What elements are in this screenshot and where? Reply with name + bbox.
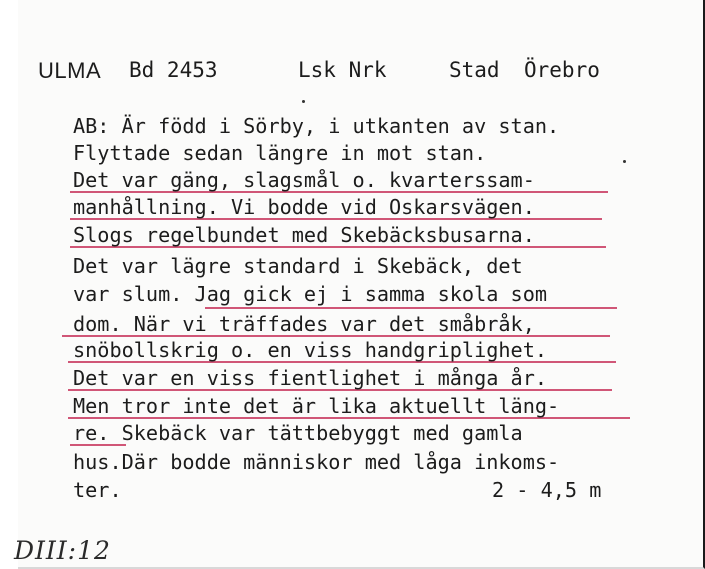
- body-line-5: Slogs regelbundet med Skebäcksbusarna.: [73, 223, 535, 247]
- handwritten-shelf-mark: DIII:12: [14, 536, 111, 565]
- body-line-11: Men tror inte det är lika aktuellt läng-: [73, 394, 560, 418]
- body-line-3: Det var gäng, slagsmål o. kvarterssam-: [73, 168, 535, 192]
- volume-number: Bd 2453: [129, 58, 218, 82]
- ink-speck: [302, 100, 305, 103]
- body-line-13: hus.Där bodde människor med låga inkoms-: [73, 450, 560, 474]
- body-line-4: manhållning. Vi bodde vid Oskarsvägen.: [73, 195, 535, 219]
- place-name: Örebro: [524, 58, 600, 82]
- body-line-12: re. Skebäck var tättbebyggt med gamla: [73, 421, 523, 445]
- body-line-1: AB: Är född i Sörby, i utkanten av stan.: [73, 114, 560, 138]
- underline-mark: [205, 307, 617, 309]
- body-line-6: Det var lägre standard i Skebäck, det: [73, 254, 523, 278]
- body-line-14: ter.: [73, 478, 122, 502]
- body-line-2: Flyttade sedan längre in mot stan.: [73, 141, 487, 165]
- body-line-10: Det var en viss fientlighet i många år.: [73, 366, 548, 390]
- archive-name: ULMA: [38, 58, 102, 83]
- body-line-7: var slum. Jag gick ej i samma skola som: [73, 282, 548, 306]
- place-type: Stad: [449, 58, 500, 82]
- card-left-margin: [0, 0, 18, 569]
- body-line-9: snöbollskrig o. en viss handgriplighet.: [73, 338, 548, 362]
- ink-speck: [623, 160, 626, 163]
- body-line-8: dom. När vi träffades var det småbråk,: [73, 312, 535, 336]
- extent-measure: 2 - 4,5 m: [492, 478, 602, 502]
- category-code: Lsk Nrk: [298, 58, 387, 82]
